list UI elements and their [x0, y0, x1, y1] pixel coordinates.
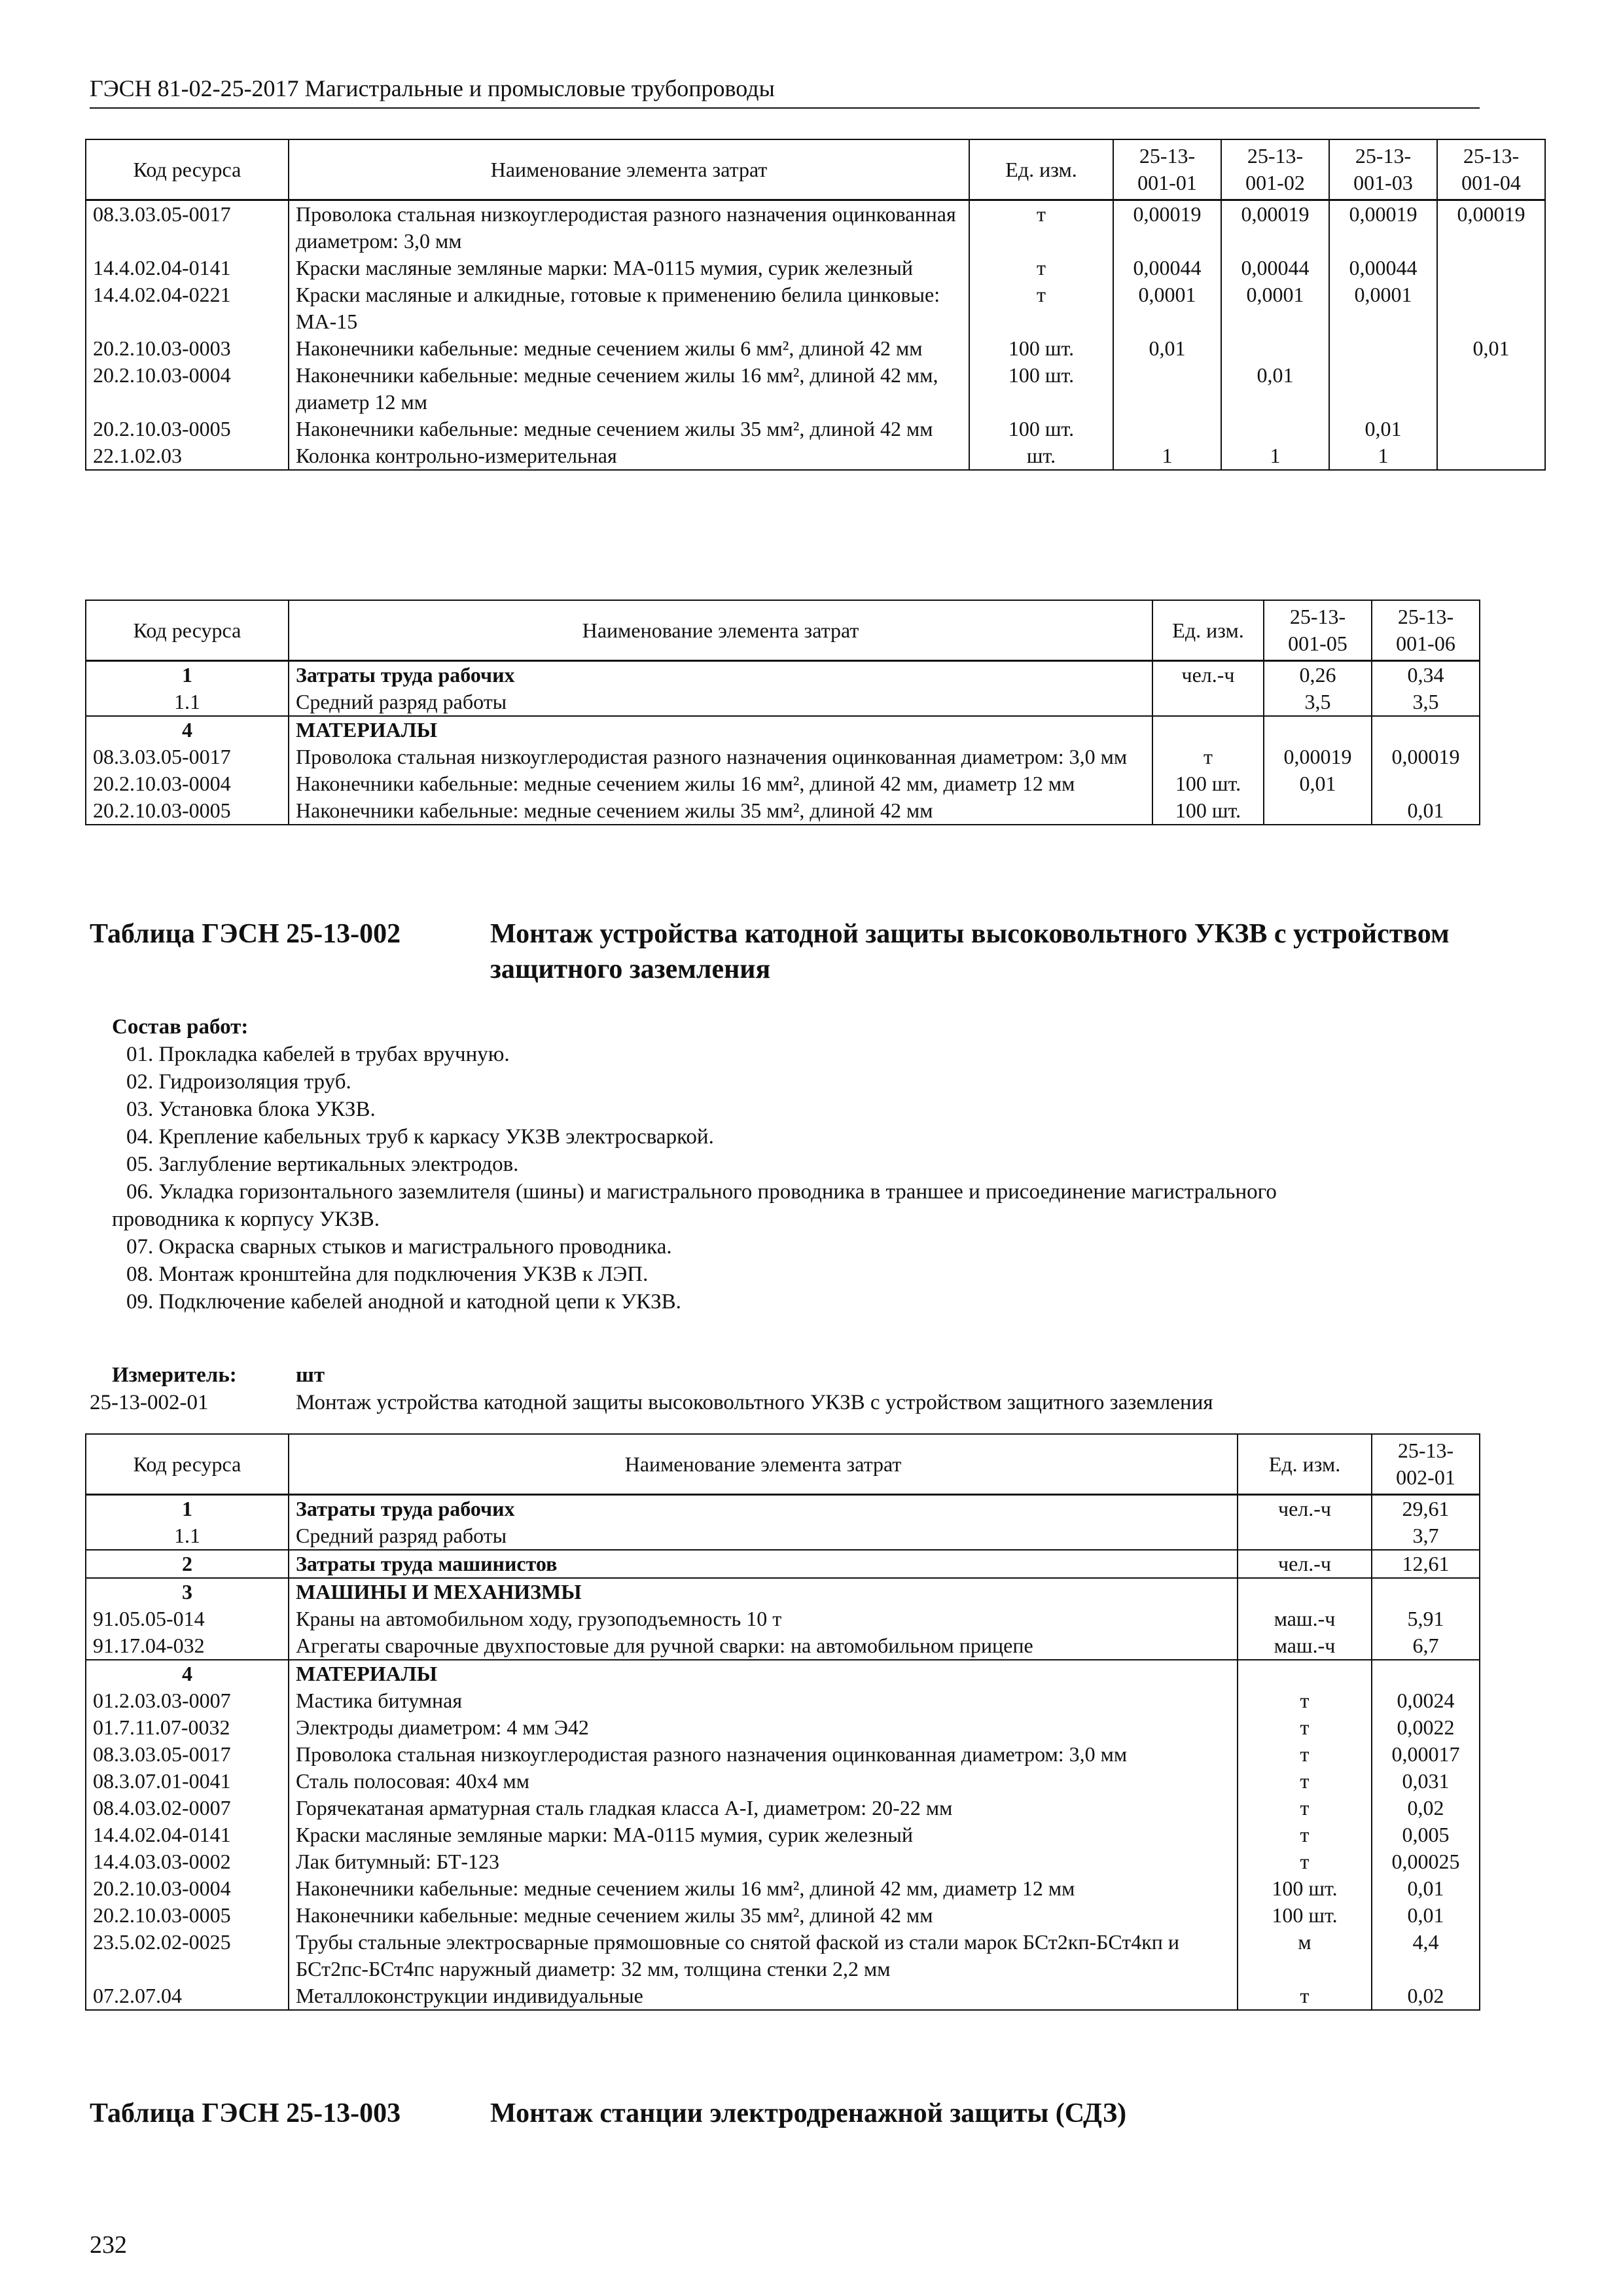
cell-name: Краны на автомобильном ходу, грузоподъемность 10 т [289, 1605, 1238, 1632]
cell-name: Наконечники кабельные: медные сечением жилы 16 мм², длиной 42 мм, диаметр 12 мм [289, 770, 1152, 797]
cell-v1: 0,00025 [1372, 1848, 1480, 1875]
table-row [86, 1875, 1480, 1902]
col-header-norm: 25-13- 001-01 [1113, 139, 1221, 200]
cell-unit: т [1238, 1687, 1372, 1714]
col-header-name: Наименование элемента затрат [289, 1434, 1238, 1495]
page-header [90, 73, 1480, 109]
norm-name: Монтаж устройства катодной защиты высоковольтного УКЗВ с устройством защитного заземления [296, 1391, 1213, 1414]
cell-unit: т [1238, 1741, 1372, 1768]
col-header-norm: 25-13- 001-02 [1221, 139, 1329, 200]
cell-v4 [1437, 281, 1545, 335]
table-name: Монтаж устройства катодной защиты высоковольтного УКЗВ с устройством защитного заземления [490, 919, 1450, 984]
cell-v4 [1437, 255, 1545, 281]
cell-unit [1238, 1578, 1372, 1605]
table-row [86, 1687, 1480, 1714]
cell-unit: 100 шт. [1238, 1875, 1372, 1902]
cell-name: Наконечники кабельные: медные сечением жилы 35 мм², длиной 42 мм [289, 1902, 1238, 1929]
cell-unit: т [969, 200, 1113, 255]
cell-unit: 100 шт. [969, 416, 1113, 442]
work-item: 04. Крепление кабельных труб к каркасу УКЗВ электросваркой. [126, 1125, 714, 1149]
cell-unit: 100 шт. [1238, 1902, 1372, 1929]
table-row [86, 1821, 1480, 1848]
cell-name: Трубы стальные электросварные прямошовные со снятой фаской из стали марок БСт2кп-БСт4кп и БСт2пс-БСт4пс наружный диаметр: 32 мм, толщина стенки 2,2 мм [289, 1929, 1238, 1982]
cell-unit: т [1238, 1768, 1372, 1795]
cell-v1: 0,00017 [1372, 1741, 1480, 1768]
table-row [86, 1741, 1480, 1768]
cell-name: Электроды диаметром: 4 мм Э42 [289, 1714, 1238, 1741]
cell-code: 20.2.10.03-0004 [86, 1875, 289, 1902]
cell-unit [1238, 1660, 1372, 1687]
cell-name: Агрегаты сварочные двухпостовые для ручной сварки: на автомобильном прицепе [289, 1632, 1238, 1660]
work-item: 06. Укладка горизонтального заземлителя (шины) и магистрального проводника в траншее и присоединение магистрального [126, 1180, 1277, 1204]
cell-code: 14.4.02.04-0221 [86, 281, 289, 335]
work-item-continuation: проводника к корпусу УКЗВ. [112, 1208, 380, 1231]
col-header-name: Наименование элемента затрат [289, 600, 1152, 661]
cell-v1: 0,0022 [1372, 1714, 1480, 1741]
cell-v2: 0,00019 [1221, 200, 1329, 255]
cell-name: Краски масляные и алкидные, готовые к применению белила цинковые: МА-15 [289, 281, 969, 335]
cell-code: 91.05.05-014 [86, 1605, 289, 1632]
cell-v1: 0,01 [1264, 770, 1372, 797]
cell-code: 23.5.02.02-0025 [86, 1929, 289, 1982]
col-header-code: Код ресурса [86, 1434, 289, 1495]
cell-name: Краски масляные земляные марки: МА-0115 мумия, сурик железный [289, 1821, 1238, 1848]
cell-unit: т [1238, 1848, 1372, 1875]
cell-name: Затраты труда машинистов [289, 1550, 1238, 1578]
table-name: Монтаж станции электродренажной защиты (СДЗ) [490, 2098, 1127, 2128]
table-row [86, 1982, 1480, 2010]
cell-code: 20.2.10.03-0005 [86, 1902, 289, 1929]
cell-v2: 0,01 [1221, 362, 1329, 416]
table-row [86, 689, 1480, 716]
table-row [86, 1578, 1480, 1605]
cell-v1: 6,7 [1372, 1632, 1480, 1660]
cell-name: Наконечники кабельные: медные сечением жилы 16 мм², длиной 42 мм, диаметр 12 мм [289, 1875, 1238, 1902]
cell-code: 3 [86, 1578, 289, 1605]
table-row [86, 1795, 1480, 1821]
cell-code: 22.1.02.03 [86, 442, 289, 470]
table-row [86, 442, 1545, 470]
table-row [86, 416, 1545, 442]
col-header-norm: 25-13- 001-03 [1329, 139, 1437, 200]
resource-table-001-01-04 [85, 139, 1546, 471]
cell-name: Затраты труда рабочих [289, 661, 1152, 689]
cell-unit: маш.-ч [1238, 1632, 1372, 1660]
work-item: 09. Подключение кабелей анодной и катодной цепи к УКЗВ. [126, 1290, 681, 1314]
cell-unit: 100 шт. [969, 335, 1113, 362]
cell-unit: 100 шт. [1152, 797, 1264, 825]
col-header-norm: 25-13- 001-04 [1437, 139, 1545, 200]
cell-v1: 0,01 [1372, 1875, 1480, 1902]
col-header-norm: 25-13- 001-05 [1264, 600, 1372, 661]
cell-unit: т [1238, 1821, 1372, 1848]
cell-v1: 3,5 [1264, 689, 1372, 716]
cell-v1: 29,61 [1372, 1495, 1480, 1523]
cell-v1: 0,005 [1372, 1821, 1480, 1848]
table-row [86, 335, 1545, 362]
cell-code: 20.2.10.03-0005 [86, 797, 289, 825]
cell-name: Колонка контрольно-измерительная [289, 442, 969, 470]
cell-code: 4 [86, 1660, 289, 1687]
cell-unit: 100 шт. [1152, 770, 1264, 797]
cell-unit: т [1238, 1714, 1372, 1741]
cell-v1: 0,00019 [1264, 744, 1372, 770]
cell-name: Краски масляные земляные марки: МА-0115 мумия, сурик железный [289, 255, 969, 281]
cell-unit: т [969, 255, 1113, 281]
cell-code: 08.3.03.05-0017 [86, 200, 289, 255]
cell-name: Наконечники кабельные: медные сечением жилы 16 мм², длиной 42 мм, диаметр 12 мм [289, 362, 969, 416]
cell-unit [1238, 1522, 1372, 1550]
cell-v1 [1264, 797, 1372, 825]
col-header-code: Код ресурса [86, 139, 289, 200]
cell-v1: 3,7 [1372, 1522, 1480, 1550]
cell-v2: 0,01 [1372, 797, 1480, 825]
cell-v1: 1 [1113, 442, 1221, 470]
page-number: 232 [90, 2231, 127, 2259]
cell-code: 20.2.10.03-0004 [86, 362, 289, 416]
cell-v3 [1329, 362, 1437, 416]
col-header-norm: 25-13- 002-01 [1372, 1434, 1480, 1495]
cell-name: Наконечники кабельные: медные сечением жилы 6 мм², длиной 42 мм [289, 335, 969, 362]
cell-name: Средний разряд работы [289, 1522, 1238, 1550]
cell-name: Проволока стальная низкоуглеродистая разного назначения оцинкованная диаметром: 3,0 мм [289, 200, 969, 255]
table-row [86, 1714, 1480, 1741]
cell-code: 20.2.10.03-0003 [86, 335, 289, 362]
resource-table-002-01 [85, 1433, 1480, 2011]
cell-v1: 0,031 [1372, 1768, 1480, 1795]
cell-unit: чел.-ч [1238, 1495, 1372, 1523]
document-title: ГЭСН 81-02-25-2017 Магистральные и промысловые трубопроводы [90, 75, 775, 101]
cell-code: 1.1 [86, 689, 289, 716]
cell-v1: 4,4 [1372, 1929, 1480, 1982]
work-item: 01. Прокладка кабелей в трубах вручную. [126, 1043, 510, 1066]
col-header-unit: Ед. изм. [1152, 600, 1264, 661]
cell-code: 08.4.03.02-0007 [86, 1795, 289, 1821]
cell-unit: чел.-ч [1152, 661, 1264, 689]
cell-v2 [1221, 416, 1329, 442]
cell-code: 1 [86, 661, 289, 689]
col-header-unit: Ед. изм. [1238, 1434, 1372, 1495]
cell-v1 [1372, 1660, 1480, 1687]
cell-v1 [1264, 716, 1372, 744]
table-row [86, 1929, 1480, 1982]
cell-name: МАТЕРИАЛЫ [289, 1660, 1238, 1687]
cell-code: 1.1 [86, 1522, 289, 1550]
cell-code: 20.2.10.03-0005 [86, 416, 289, 442]
cell-v2 [1221, 335, 1329, 362]
cell-unit: маш.-ч [1238, 1605, 1372, 1632]
cell-name: Затраты труда рабочих [289, 1495, 1238, 1523]
work-item: 07. Окраска сварных стыков и магистрального проводника. [126, 1235, 672, 1259]
cell-v3: 1 [1329, 442, 1437, 470]
cell-unit [1152, 716, 1264, 744]
cell-v3: 0,0001 [1329, 281, 1437, 335]
table-row [86, 661, 1480, 689]
cell-code: 08.3.07.01-0041 [86, 1768, 289, 1795]
works-list [90, 1013, 1516, 1316]
cell-unit [1152, 689, 1264, 716]
cell-v2: 0,00044 [1221, 255, 1329, 281]
cell-name: Наконечники кабельные: медные сечением жилы 35 мм², длиной 42 мм [289, 416, 969, 442]
table-row [86, 281, 1545, 335]
cell-v4: 0,00019 [1437, 200, 1545, 255]
cell-v2: 1 [1221, 442, 1329, 470]
cell-code: 14.4.03.03-0002 [86, 1848, 289, 1875]
cell-v1: 12,61 [1372, 1550, 1480, 1578]
table-row [86, 255, 1545, 281]
cell-code: 4 [86, 716, 289, 744]
cell-name: Наконечники кабельные: медные сечением жилы 35 мм², длиной 42 мм [289, 797, 1152, 825]
table-header-row [86, 600, 1480, 661]
cell-v4 [1437, 362, 1545, 416]
table-row [86, 1522, 1480, 1550]
cell-name: Средний разряд работы [289, 689, 1152, 716]
cell-v3: 0,01 [1329, 416, 1437, 442]
table-row [86, 1902, 1480, 1929]
table-row [86, 362, 1545, 416]
cell-code: 01.7.11.07-0032 [86, 1714, 289, 1741]
cell-v3: 0,00044 [1329, 255, 1437, 281]
cell-v3: 0,00019 [1329, 200, 1437, 255]
cell-code: 07.2.07.04 [86, 1982, 289, 2010]
resource-table-001-05-06 [85, 600, 1480, 825]
cell-unit: т [969, 281, 1113, 335]
cell-v2: 0,00019 [1372, 744, 1480, 770]
meter-block [90, 1361, 1516, 1416]
table-row [86, 744, 1480, 770]
cell-v1: 0,01 [1372, 1902, 1480, 1929]
section-title-25-13-003 [90, 2096, 1490, 2132]
cell-unit: шт. [969, 442, 1113, 470]
cell-code: 08.3.03.05-0017 [86, 744, 289, 770]
cell-unit: чел.-ч [1238, 1550, 1372, 1578]
table-header-row [86, 139, 1545, 200]
table-row [86, 770, 1480, 797]
cell-name: Металлоконструкции индивидуальные [289, 1982, 1238, 2010]
norm-code: 25-13-002-01 [90, 1391, 209, 1414]
table-number: Таблица ГЭСН 25-13-003 [90, 2098, 401, 2128]
cell-v1: 0,26 [1264, 661, 1372, 689]
meter-label: Измеритель: [112, 1363, 237, 1387]
cell-name: МАТЕРИАЛЫ [289, 716, 1152, 744]
section-title-25-13-002 [90, 916, 1490, 988]
cell-v1: 0,00019 [1113, 200, 1221, 255]
cell-v4 [1437, 442, 1545, 470]
table-row [86, 1768, 1480, 1795]
cell-name: Горячекатаная арматурная сталь гладкая класса А-I, диаметром: 20-22 мм [289, 1795, 1238, 1821]
cell-code: 01.2.03.03-0007 [86, 1687, 289, 1714]
cell-code: 1 [86, 1495, 289, 1523]
cell-unit: т [1238, 1982, 1372, 2010]
work-item: 02. Гидроизоляция труб. [126, 1070, 351, 1094]
table-row [86, 797, 1480, 825]
cell-v1: 0,02 [1372, 1982, 1480, 2010]
cell-v2 [1372, 716, 1480, 744]
meter-value: шт [296, 1363, 325, 1387]
work-item: 08. Монтаж кронштейна для подключения УКЗВ к ЛЭП. [126, 1263, 649, 1286]
work-item: 03. Установка блока УКЗВ. [126, 1098, 376, 1121]
cell-v2: 0,0001 [1221, 281, 1329, 335]
cell-name: МАШИНЫ И МЕХАНИЗМЫ [289, 1578, 1238, 1605]
col-header-norm: 25-13- 001-06 [1372, 600, 1480, 661]
cell-name: Проволока стальная низкоуглеродистая разного назначения оцинкованная диаметром: 3,0 мм [289, 744, 1152, 770]
table-number: Таблица ГЭСН 25-13-002 [90, 919, 401, 949]
cell-v2: 0,34 [1372, 661, 1480, 689]
cell-code: 91.17.04-032 [86, 1632, 289, 1660]
cell-v1: 5,91 [1372, 1605, 1480, 1632]
table-header-row [86, 1434, 1480, 1495]
cell-v1: 0,0001 [1113, 281, 1221, 335]
cell-v1: 0,02 [1372, 1795, 1480, 1821]
cell-v1 [1372, 1578, 1480, 1605]
cell-name: Сталь полосовая: 40x4 мм [289, 1768, 1238, 1795]
table-row [86, 1605, 1480, 1632]
col-header-code: Код ресурса [86, 600, 289, 661]
table-row [86, 1632, 1480, 1660]
cell-unit: т [1152, 744, 1264, 770]
table-row [86, 1550, 1480, 1578]
cell-name: Мастика битумная [289, 1687, 1238, 1714]
cell-unit: 100 шт. [969, 362, 1113, 416]
table-row [86, 1495, 1480, 1523]
table-row [86, 1848, 1480, 1875]
cell-v1: 0,01 [1113, 335, 1221, 362]
cell-code: 14.4.02.04-0141 [86, 255, 289, 281]
cell-unit: т [1238, 1795, 1372, 1821]
table-row [86, 716, 1480, 744]
cell-v4: 0,01 [1437, 335, 1545, 362]
table-row [86, 200, 1545, 255]
cell-unit: м [1238, 1929, 1372, 1982]
cell-v1: 0,0024 [1372, 1687, 1480, 1714]
cell-code: 14.4.02.04-0141 [86, 1821, 289, 1848]
work-item: 05. Заглубление вертикальных электродов. [126, 1153, 519, 1176]
cell-code: 2 [86, 1550, 289, 1578]
cell-v3 [1329, 335, 1437, 362]
works-heading: Состав работ: [112, 1015, 249, 1039]
cell-name: Проволока стальная низкоуглеродистая разного назначения оцинкованная диаметром: 3,0 мм [289, 1741, 1238, 1768]
cell-v4 [1437, 416, 1545, 442]
col-header-name: Наименование элемента затрат [289, 139, 969, 200]
cell-v2 [1372, 770, 1480, 797]
col-header-unit: Ед. изм. [969, 139, 1113, 200]
cell-name: Лак битумный: БТ-123 [289, 1848, 1238, 1875]
cell-v1 [1113, 362, 1221, 416]
cell-v1: 0,00044 [1113, 255, 1221, 281]
cell-code: 20.2.10.03-0004 [86, 770, 289, 797]
cell-v1 [1113, 416, 1221, 442]
table-row [86, 1660, 1480, 1687]
cell-code: 08.3.03.05-0017 [86, 1741, 289, 1768]
cell-v2: 3,5 [1372, 689, 1480, 716]
